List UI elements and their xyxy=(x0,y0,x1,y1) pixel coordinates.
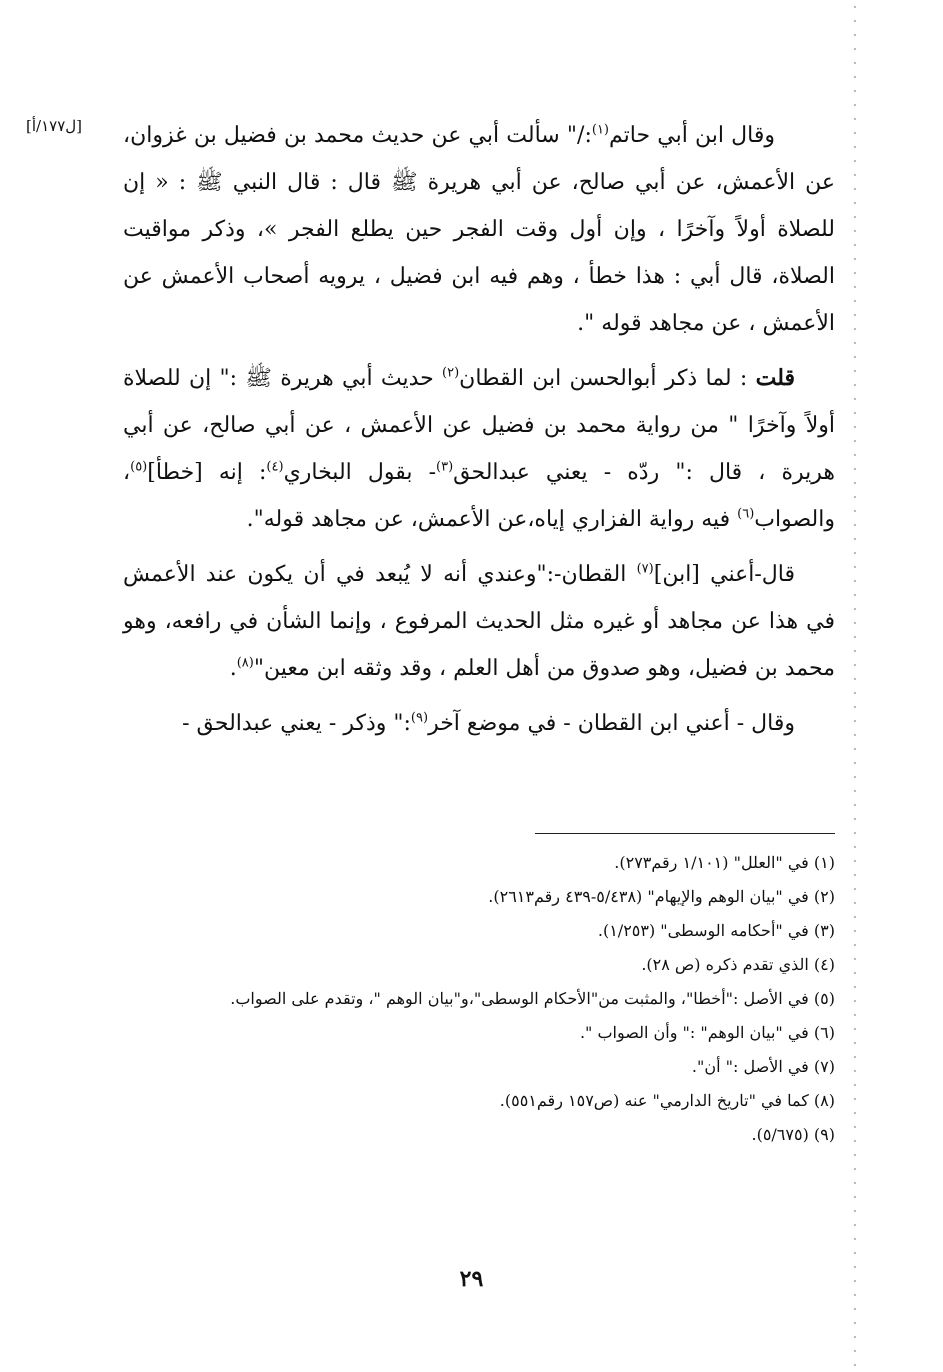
page-number: ٢٩ xyxy=(459,1266,484,1292)
text-segment: فيه رواية الفزاري إياه،عن الأعمش، عن مجاهد قوله". xyxy=(246,507,738,532)
footnote-2: (٢) في "بيان الوهم والإيهام" (٥/٤٣٨-٤٣٩ رقم٢٦١٣). xyxy=(488,887,835,906)
text-segment: وقال - أعني ابن القطان - في موضع آخر xyxy=(428,711,795,736)
paragraph-2 xyxy=(123,355,835,543)
paragraph-lead-word: قلت xyxy=(755,365,795,391)
text-segment: ، والصواب xyxy=(123,460,835,532)
footnote-marker-5: (٥) xyxy=(130,459,148,475)
footnote-marker-9: (٩) xyxy=(410,710,429,726)
footnote-4: (٤) الذي تقدم ذكره (ص ٢٨). xyxy=(641,955,835,974)
footnote-1: (١) في "العلل" (١/١٠١ رقم٢٧٣). xyxy=(614,853,835,872)
paragraph-4 xyxy=(123,700,835,747)
footnote-marker-2: (٢) xyxy=(442,365,460,381)
page-edge-dots xyxy=(852,0,858,1372)
footnote-7: (٧) في الأصل :" أن". xyxy=(691,1057,835,1076)
footnotes xyxy=(75,846,835,1152)
footnote-marker-3: (٣) xyxy=(436,459,454,475)
text-segment: - بقول البخاري xyxy=(283,460,437,485)
manuscript-folio-reference: [ل١٧٧/أ] xyxy=(26,117,83,135)
paragraph-1 xyxy=(123,112,835,347)
text-segment: . xyxy=(229,656,237,681)
footnote-marker-7: (٧) xyxy=(636,561,654,577)
footnote-8: (٨) كما في "تاريخ الدارمي" عنه (ص١٥٧ رقم٥٥١). xyxy=(499,1091,835,1110)
footnote-6: (٦) في "بيان الوهم" :" وأن الصواب ". xyxy=(579,1023,835,1042)
paragraph-3 xyxy=(123,551,835,692)
main-text xyxy=(123,112,835,755)
text-segment: القطان-:"وعندي أنه لا يُبعد في أن يكون عند الأعمش في هذا عن مجاهد أو غيره مثل الحديث المرفوع ، وإنما الشأن في رافعه، وهو محمد بن فضيل، وهو صدوق من أهل العلم ، وقد وثقه ابن معين" xyxy=(123,562,835,681)
footnote-3: (٣) في "أحكامه الوسطى" (١/٢٥٣). xyxy=(597,921,835,940)
footnote-marker-4: (٤) xyxy=(266,459,284,475)
footnote-marker-6: (٦) xyxy=(737,506,755,522)
text-segment: حديث أبي هريرة ﷺ :" إن للصلاة أولاً وآخرًا " من رواية محمد بن فضيل عن الأعمش ، عن أبي صالح، عن أبي هريرة ، قال :" ردّه - يعني عبدالحق xyxy=(123,366,835,485)
text-segment: وقال ابن أبي حاتم xyxy=(609,123,775,148)
footnote-marker-8: (٨) xyxy=(236,655,254,671)
text-segment: :/" سألت أبي عن حديث محمد بن فضيل بن غزوان، عن الأعمش، عن أبي صالح، عن أبي هريرة ﷺ قال : قال النبي ﷺ : « إن للصلاة أولاً وآخرًا ، وإن أول وقت الفجر حين يطلع الفجر »، وذكر مواقيت الصلاة، قال أبي : هذا خطأ ، وهم فيه ابن فضيل ، يرويه أصحاب الأعمش عن الأعمش ، عن مجاهد قوله ". xyxy=(123,123,835,336)
text-segment: قال-أعني [ابن] xyxy=(653,562,795,587)
footnote-9: (٩) (٥/٦٧٥). xyxy=(751,1125,835,1144)
text-segment: : إنه [خطأ] xyxy=(147,460,267,485)
text-segment: :" وذكر - يعني عبدالحق - xyxy=(182,711,411,736)
footnote-separator xyxy=(535,833,835,834)
text-segment: : لما ذكر أبوالحسن ابن القطان xyxy=(459,366,756,391)
footnote-5: (٥) في الأصل :"أخطا"، والمثبت من"الأحكام الوسطى"،و"بيان الوهم "، وتقدم على الصواب. xyxy=(230,989,835,1008)
footnote-marker-1: (١) xyxy=(591,122,609,138)
